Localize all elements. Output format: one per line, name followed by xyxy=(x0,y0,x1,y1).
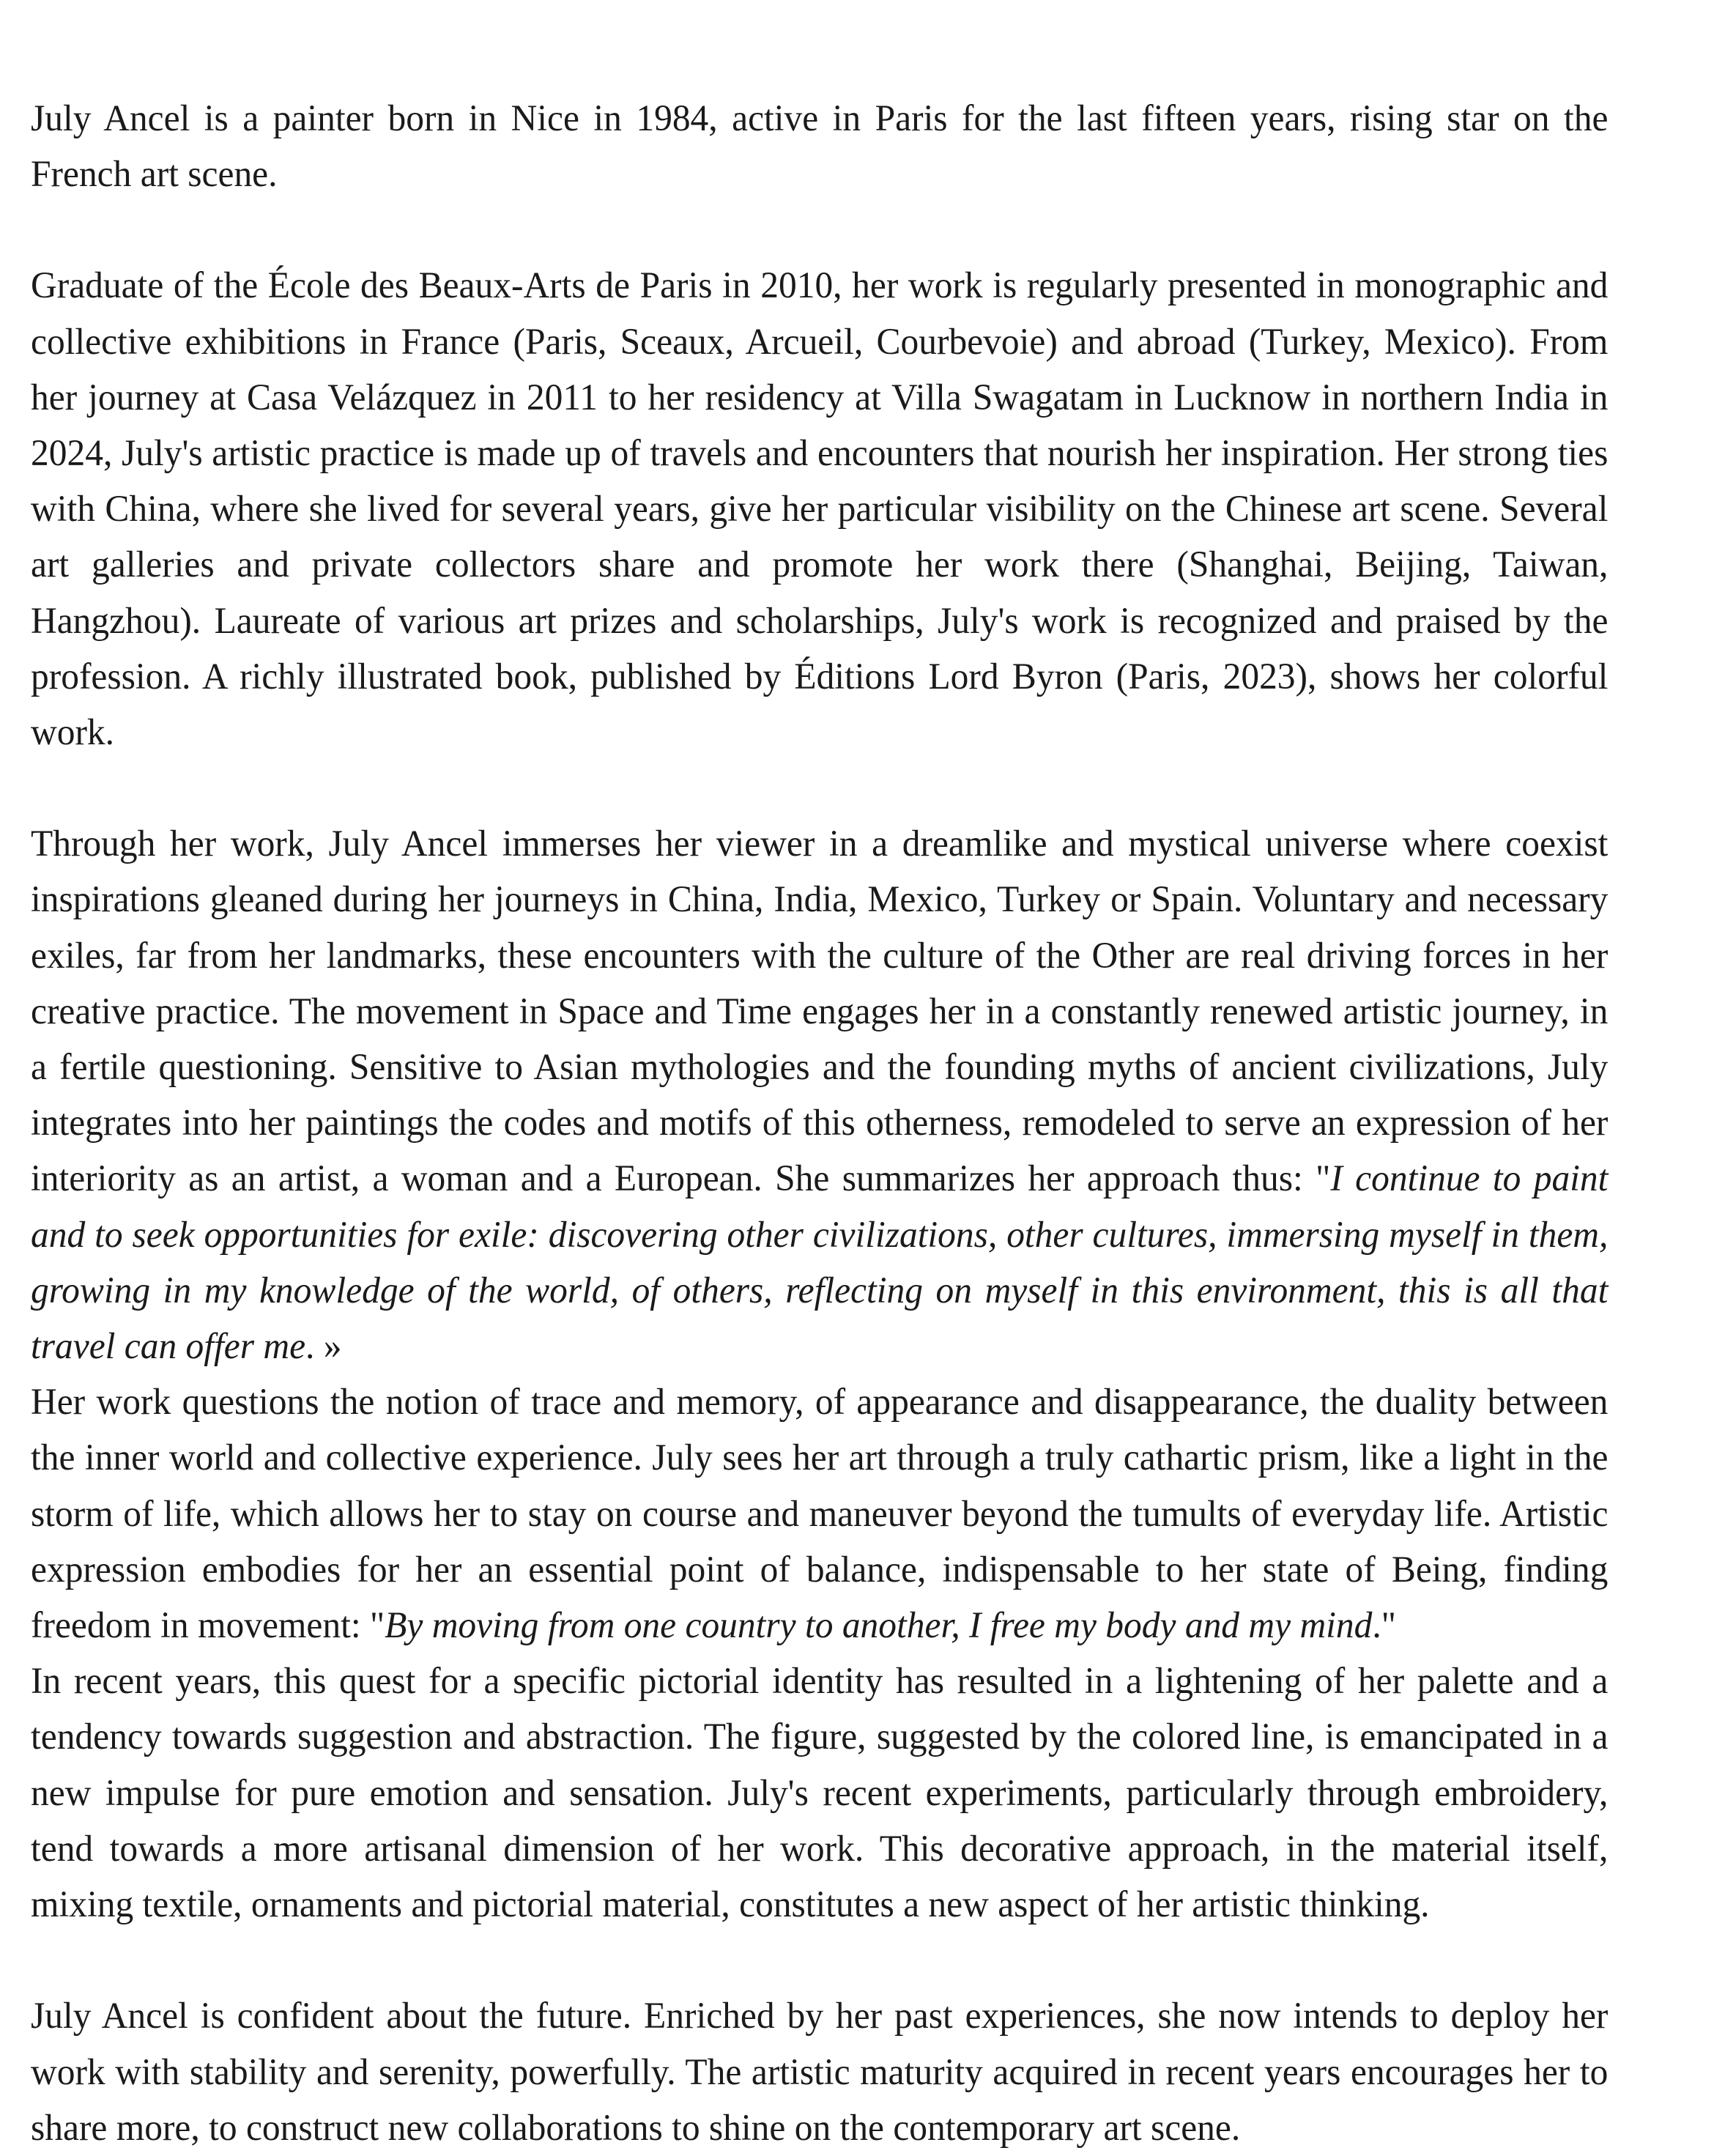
intro-paragraph: July Ancel is a painter born in Nice in 1984, active in Paris for the last fifteen years, rising star on the French art scene. xyxy=(31,98,1609,196)
paragraph-spacer xyxy=(31,760,1608,816)
document-body xyxy=(31,91,1608,2156)
memory-paragraph xyxy=(31,1374,1608,1653)
paragraph-spacer xyxy=(31,1933,1608,1988)
recent-work-paragraph: In recent years, this quest for a specific pictorial identity has resulted in a lightening of her palette and a tendency towards suggestion and abstraction. The figure, suggested by the colored line, is emancipated in a new impulse for pure emotion and sensation. July's recent experiments, particularly through embroidery, tend towards a more artisanal dimension of her work. This decorative approach, in the material itself, mixing textile, ornaments and pictorial material, constitutes a new aspect of her artistic thinking. xyxy=(31,1661,1609,1926)
quote-close: ." xyxy=(1372,1605,1396,1647)
artist-quote-freedom: By moving from one country to another, I free my body and my mind xyxy=(385,1605,1373,1647)
artist-quote-exile: I continue to paint and to seek opportunities for exile: discovering other civilizations, other cultures, immersing myself in them, growing in my knowledge of the world, of others, reflecting on myself in this environment, this is all that travel can offer me xyxy=(31,1158,1609,1368)
quote-close: . » xyxy=(305,1326,342,1368)
inspiration-paragraph xyxy=(31,816,1608,1374)
inspiration-text: Through her work, July Ancel immerses her viewer in a dreamlike and mystical universe where coexist inspirations gleaned during her journeys in China, India, Mexico, Turkey or Spain. Voluntary and necessary exiles, far from her landmarks, these encounters with the culture of the Other are real driving forces in her creative practice. The movement in Space and Time engages her in a constantly renewed artistic journey, in a fertile questioning. Sensitive to Asian mythologies and the founding myths of ancient civilizations, July integrates into her paintings the codes and motifs of this otherness, remodeled to serve an expression of her interiority as an artist, a woman and a European. She summarizes her approach thus: " xyxy=(31,823,1609,1200)
future-paragraph: July Ancel is confident about the future. Enriched by her past experiences, she now intends to deploy her work with stability and serenity, powerfully. The artistic maturity acquired in recent years encourages her to share more, to construct new collaborations to shine on the contemporary art scene. xyxy=(31,1996,1609,2149)
memory-text: Her work questions the notion of trace and memory, of appearance and disappearance, the duality between the inner world and collective experience. July sees her art through a truly cathartic prism, like a light in the storm of life, which allows her to stay on course and maneuver beyond the tumults of everyday life. Artistic expression embodies for her an essential point of balance, indispensable to her state of Being, finding freedom in movement: " xyxy=(31,1382,1609,1647)
paragraph-spacer xyxy=(31,202,1608,258)
career-paragraph: Graduate of the École des Beaux-Arts de Paris in 2010, her work is regularly presented in monographic and collective exhibitions in France (Paris, Sceaux, Arcueil, Courbevoie) and abroad (Turkey, Mexico). From her journey at Casa Velázquez in 2011 to her residency at Villa Swagatam in Lucknow in northern India in 2024, July's artistic practice is made up of travels and encounters that nourish her inspiration. Her strong ties with China, where she lived for several years, give her particular visibility on the Chinese art scene. Several art galleries and private collectors share and promote her work there (Shanghai, Beijing, Taiwan, Hangzhou). Laureate of various art prizes and scholarships, July's work is recognized and praised by the profession. A richly illustrated book, published by Éditions Lord Byron (Paris, 2023), shows her colorful work. xyxy=(31,265,1609,754)
